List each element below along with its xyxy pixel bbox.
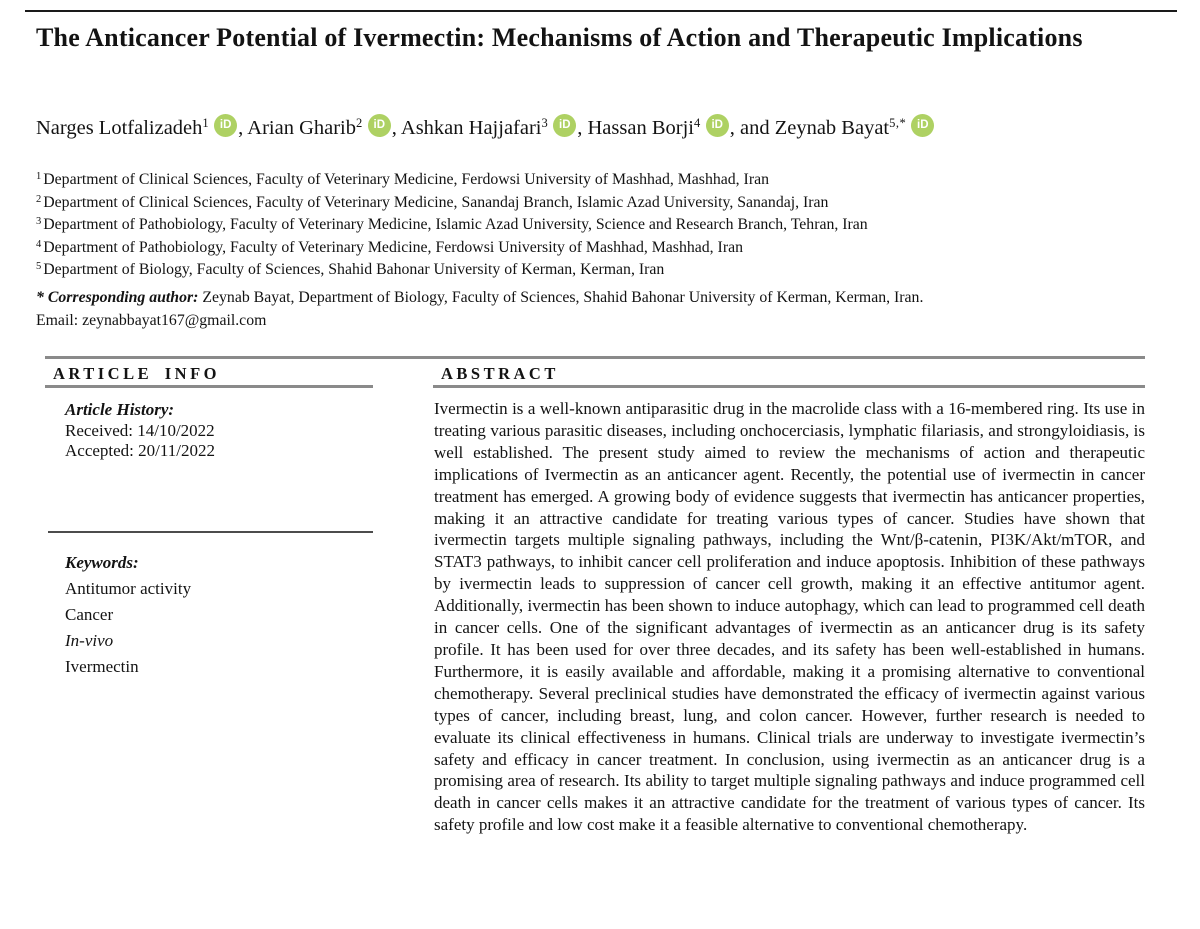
author-line: Narges Lotfalizadeh$^1$ iD , Arian Gharib$^2$ iD , Ashkan Hajjafari$^3$ iD , Hassan Borji$^4$ iD , and Zeynab Bayat$^{5,*}$ iD bbox=[36, 114, 1176, 140]
affiliation-number: 1 bbox=[36, 171, 42, 182]
corresponding-author-block bbox=[36, 287, 1176, 332]
email-label: Email: bbox=[36, 311, 83, 329]
orcid-icon[interactable]: iD bbox=[214, 114, 237, 137]
article-info-column bbox=[45, 359, 373, 680]
received-date: Received: 14/10/2022 bbox=[65, 420, 215, 440]
paper-title: The Anticancer Potential of Ivermectin: Mechanisms of Action and Therapeutic Implications bbox=[36, 23, 1083, 52]
orcid-icon[interactable]: iD bbox=[911, 114, 934, 137]
abstract-column bbox=[433, 359, 1145, 836]
abstract-heading: ABSTRACT bbox=[441, 364, 559, 383]
affiliation-line: $^1$ Department of Clinical Sciences, Faculty of Veterinary Medicine, Ferdowsi University of Mashhad, Mashhad, Iran bbox=[36, 171, 769, 188]
accepted-date: Accepted: 20/11/2022 bbox=[65, 441, 215, 460]
author-name: and Zeynab Bayat$^{5,*}$ bbox=[739, 116, 907, 139]
affiliation-number: 3 bbox=[36, 216, 42, 228]
author-affiliation-superscript: 1 bbox=[202, 116, 210, 130]
author-affiliation-superscript: 4 bbox=[693, 116, 701, 130]
article-info-content bbox=[45, 388, 373, 680]
corresponding-author-text: Zeynab Bayat, Department of Biology, Faculty of Sciences, Shahid Bahonar University of Kerman, Kerman, Iran. bbox=[198, 289, 924, 306]
corresponding-author-label: * Corresponding author: bbox=[36, 289, 199, 306]
email-address[interactable]: zeynabbayat167@gmail.com bbox=[82, 311, 267, 329]
affiliation-line: $^4$ Department of Pathobiology, Faculty of Veterinary Medicine, Ferdowsi University of Mashhad, Mashhad, Iran bbox=[36, 238, 743, 256]
orcid-icon[interactable]: iD bbox=[368, 114, 391, 137]
author-affiliation-superscript: 2 bbox=[356, 116, 363, 130]
affiliation-line: $^2$ Department of Clinical Sciences, Faculty of Veterinary Medicine, Sanandaj Branch, Islamic Azad University, Sanandaj, Iran bbox=[36, 193, 829, 211]
author-name: Ashkan Hajjafari$^3$ bbox=[400, 116, 549, 139]
affiliations-list bbox=[36, 167, 1176, 280]
author-name: Arian Gharib$^2$ bbox=[247, 116, 363, 139]
article-info-divider-rule bbox=[48, 531, 373, 533]
keywords-list bbox=[65, 576, 373, 680]
page-top-rule bbox=[25, 10, 1177, 12]
article-history-label: Article History: bbox=[65, 400, 175, 419]
email-line bbox=[36, 310, 1176, 333]
author-name: Hassan Borji$^4$ bbox=[587, 116, 701, 139]
orcid-icon[interactable]: iD bbox=[553, 114, 576, 137]
affiliation-number: 2 bbox=[36, 193, 42, 205]
author-affiliation-superscript: 5,* bbox=[889, 116, 907, 130]
author-affiliation-superscript: 3 bbox=[541, 116, 549, 130]
keyword-item: Cancer bbox=[65, 604, 114, 624]
affiliation-number: 4 bbox=[36, 238, 42, 250]
affiliation-line: $^5$ Department of Biology, Faculty of Sciences, Shahid Bahonar University of Kerman, Kerman, Iran bbox=[36, 261, 665, 279]
info-abstract-section bbox=[45, 356, 1145, 929]
keyword-item: Ivermectin bbox=[65, 656, 139, 676]
affiliation-number: 5 bbox=[36, 261, 42, 273]
abstract-text: Ivermectin is a well-known antiparasitic drug in the macrolide class with a 16-membered ring. Its use in treating various parasitic diseases, including onchocerciasis, lymphatic filariasis, and strongyloidiasis, is well established. The present study aimed to review the mechanisms of action and therapeutic implications of Ivermectin as an anticancer agent. Recently, the potential use of ivermectin in cancer treatment has emerged. A growing body of evidence suggests that ivermectin has anticancer properties, making it an attractive candidate for treating various types of cancer. Studies have shown that ivermectin targets multiple signaling pathways, including the Wnt/β-catenin, PI3K/Akt/mTOR, and STAT3 pathways, to inhibit cancer cell proliferation and induce apoptosis. Inhibition of these pathways by ivermectin leads to suppression of cancer cell growth, making it an effective antitumor agent. Additionally, ivermectin has been shown to induce autophagy, which can lead to programmed cell death in cancer cells. One of the significant advantages of ivermectin as an anticancer drug is its safety profile. It has been used for over three decades, and its safety has been well-established in humans. Furthermore, it is easily available and affordable, making it a promising alternative to conventional chemotherapy. Several preclinical studies have demonstrated the efficacy of ivermectin against various types of cancer, including breast, lung, and colon cancer. However, further research is needed to evaluate its clinical effectiveness in humans. Clinical trials are underway to investigate ivermectin’s safety and efficacy in cancer treatment. In conclusion, using ivermectin as an anticancer drug is a promising area of research. Its ability to target multiple signaling pathways and induce programmed cell death in cancer cells makes it an attractive candidate for the treatment of various types of cancer. Its safety profile and low cost make it a feasible alternative to conventional chemotherapy. bbox=[434, 399, 1145, 835]
keywords-label: Keywords: bbox=[65, 552, 139, 572]
affiliation-line: $^3$ Department of Pathobiology, Faculty of Veterinary Medicine, Islamic Azad University, Science and Research Branch, Tehran, Iran bbox=[36, 216, 868, 234]
keyword-item: Antitumor activity bbox=[65, 578, 192, 598]
author-name: Narges Lotfalizadeh$^1$ bbox=[36, 116, 210, 139]
orcid-icon[interactable]: iD bbox=[706, 114, 729, 137]
corresponding-author-line bbox=[36, 287, 1176, 310]
article-info-heading: ARTICLE INFO bbox=[53, 364, 220, 383]
keyword-item: In-vivo bbox=[65, 630, 114, 650]
